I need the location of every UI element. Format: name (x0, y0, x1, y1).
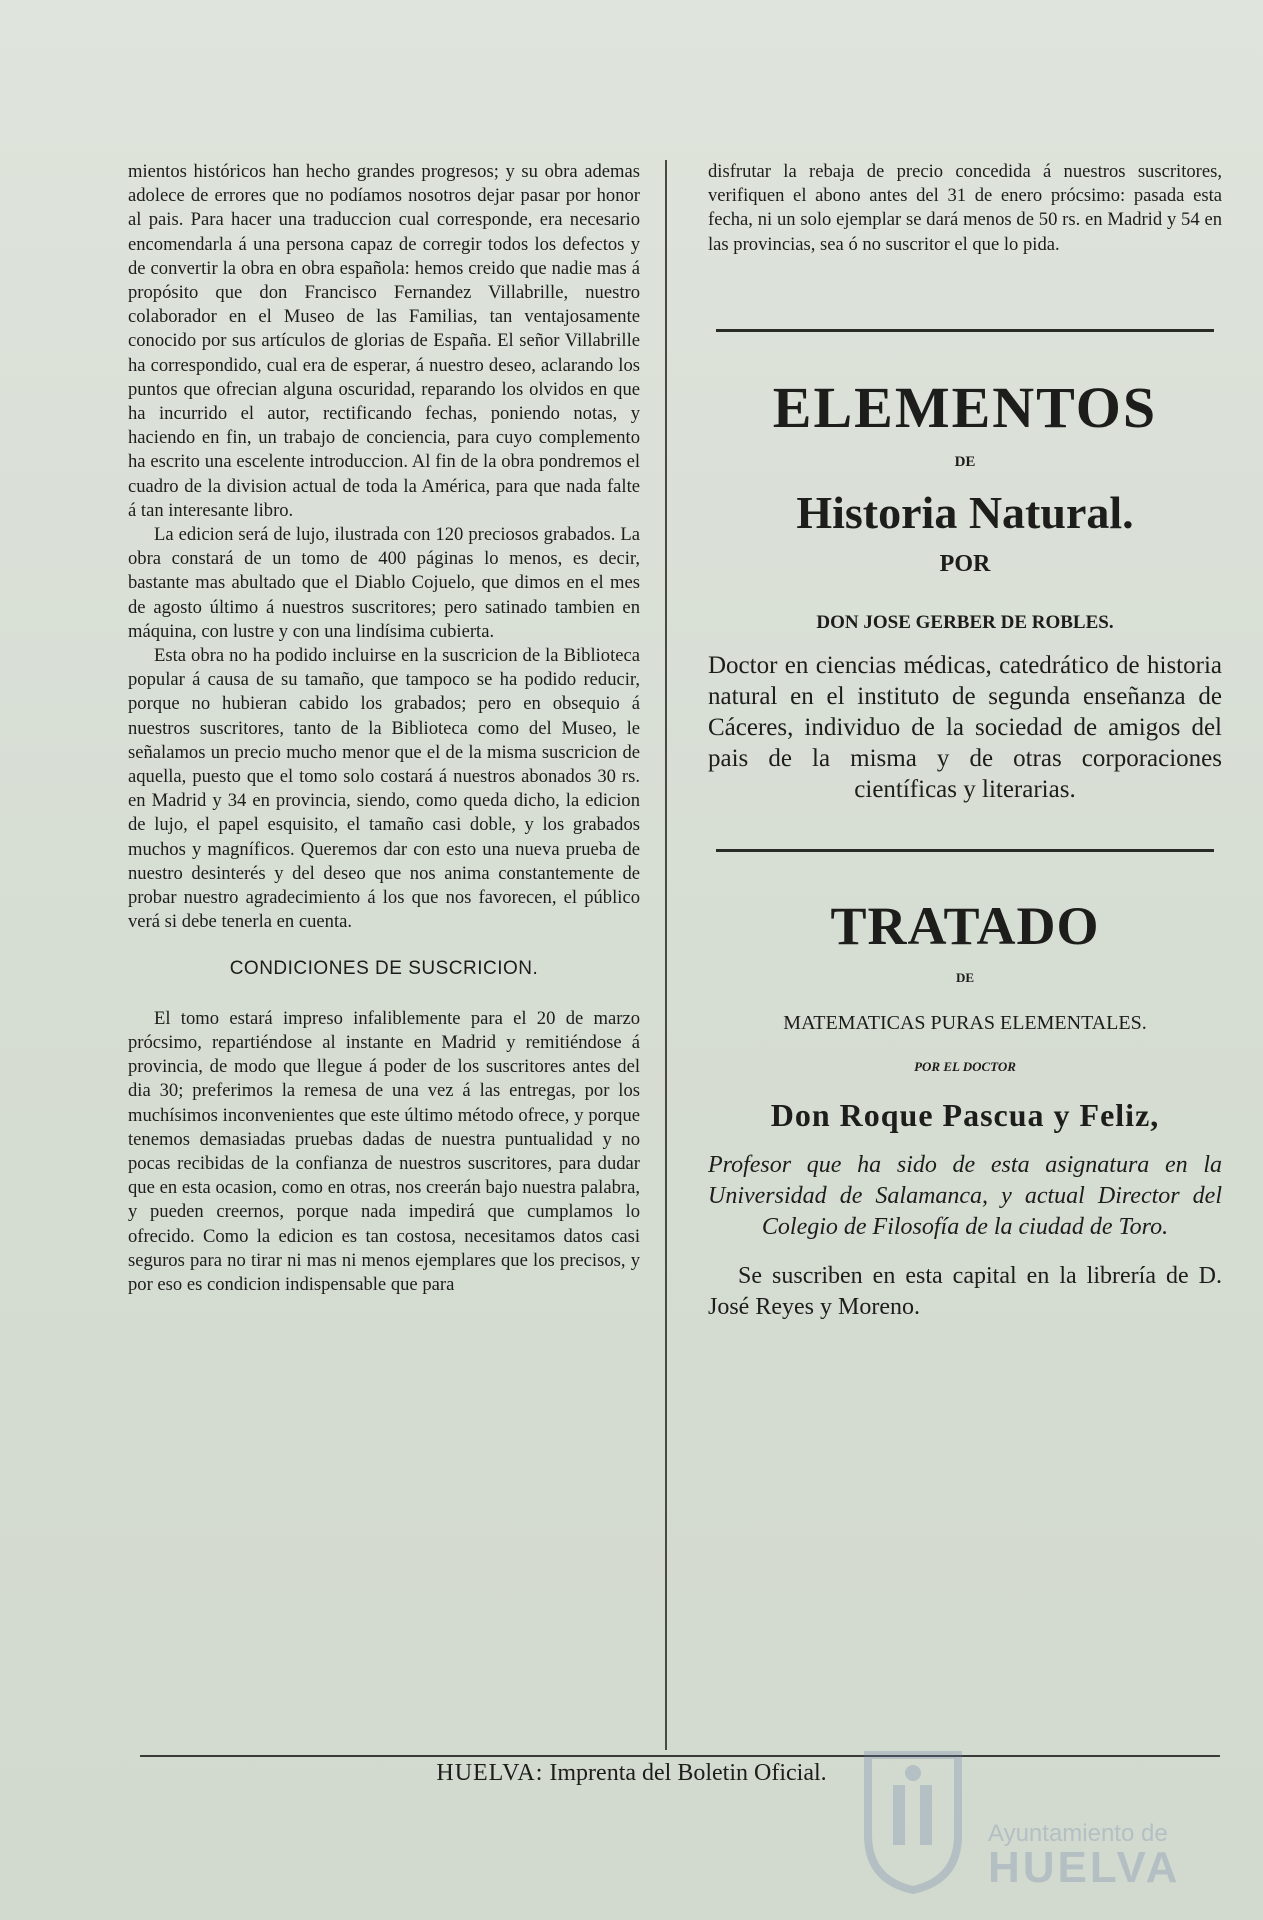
book2-por: POR EL DOCTOR (914, 1058, 1016, 1074)
watermark-line1: Ayuntamiento de (988, 1820, 1168, 1847)
book1-description: Doctor en ciencias médicas, catedrático de historia natural en el instituto de segunda enseñanza de Cáceres, individuo de la sociedad de amigos del pais de la misma y de otras corporaciones científicas y literarias. (708, 651, 1222, 803)
book2-title: TRATADO (830, 895, 1100, 956)
conditions-heading: CONDICIONES DE SUSCRICION. (229, 957, 539, 979)
watermark-line2: HUELVA (988, 1843, 1181, 1892)
book1-author: DON JOSE GERBER DE ROBLES. (816, 611, 1114, 633)
book2-subject: MATEMATICAS PURAS ELEMENTALES. (783, 1011, 1147, 1034)
paragraph-translation: mientos históricos han hecho grandes progresos; y su obra ademas adolece de errores que no podíamos nosotros dejar pasar por honor al pais. Para hacer una traduccion cual corresponde, era necesario encomendarla á una persona capaz de corregir todos los defectos y de convertir la obra en obra española: hemos creido que nadie mas á propósito que don Francisco Fernandez Villabrille, nuestro colaborador en el Museo de las Familias, tan ventajosamente conocido por sus artículos de glorias de España. El señor Villabrille ha correspondido, cual era de esperar, á nuestro deseo, aclarando los puntos que ofrecian alguna oscuridad, reparando los olvidos en que ha incurrido el autor, rectificando fechas, poniendo notas, y haciendo en fin, un trabajo de conciencia, para cuyo complemento ha escrito una escelente introduccion. Al fin de la obra pondremos el cuadro de la division actual de toda la América, para que nada falte á tan interesante libro. (128, 161, 640, 521)
book2-description: Profesor que ha sido de esta asignatura en la Universidad de Salamanca, y actual Director del Colegio de Filosofía de la ciudad de Toro. (708, 1151, 1222, 1240)
subscription-note: Se suscriben en esta capital en la librería de D. José Reyes y Moreno. (708, 1262, 1222, 1320)
left-column (128, 160, 640, 1297)
book1-subject: Historia Natural. (796, 486, 1134, 538)
book1-title: ELEMENTOS (772, 374, 1158, 440)
book2-de: DE (955, 969, 975, 985)
paragraph-discount: disfrutar la rebaja de precio concedida á nuestros suscritores, verifiquen el abono antes del 31 de enero prócsimo: pasada esta fecha, ni un solo ejemplar se dará menos de 50 rs. en Madrid y 54 en las provincias, sea ó no suscritor el que lo pida. (708, 161, 1222, 255)
footer-place: HUELVA: (436, 1760, 544, 1786)
paragraph-edition: La edicion será de lujo, ilustrada con 120 preciosos grabados. La obra constará de un tomo de 400 páginas lo menos, es decir, bastante mas abultado que el Diablo Cojuelo, que dimos en el mes de agosto último á nuestros suscritores; pero satinado tambien en máquina, con lustre y con una lindísima cubierta. (128, 524, 640, 642)
column-divider (665, 160, 667, 1750)
paragraph-conditions: El tomo estará impreso infaliblemente para el 20 de marzo prócsimo, repartiéndose al instante en Madrid y remitiéndose á provincia, de modo que llegue á poder de los suscritores antes del dia 30; preferimos la remesa de una vez á las entregas, por los muchísimos inconvenientes que este último método ofrece, y porque tenemos demasiadas pruebas dadas de nuestra puntualidad y no pocas recibidas de la confianza de nuestros suscritores, para dudar que en esta ocasion, como en otras, nos creerán bajo nuestra palabra, y pueden creernos, porque nada impedirá que cumplamos lo ofrecido. Como la edicion es tan costosa, necesitamos datos casi seguros para no tirar ni mas ni menos ejemplares que los precisos, y por eso es condicion indispensable que para (128, 1007, 640, 1295)
footer-printer: Imprenta del Boletin Oficial. (549, 1760, 827, 1786)
book1-de: DE (954, 453, 976, 470)
coat-of-arms-icon (858, 1745, 968, 1895)
right-column (708, 160, 1222, 1323)
book2-author: Don Roque Pascua y Feliz, (770, 1096, 1160, 1133)
paragraph-price: Esta obra no ha podido incluirse en la suscricion de la Biblioteca popular á causa de su tamaño, que tampoco se ha podido reducir, porque no hubieran cabido los grabados; pero en obsequio á nuestros suscritores, tanto de la Biblioteca como del Museo, le señalamos un precio mucho menor que el de la misma suscricion de aquella, puesto que el tomo solo costará á nuestros abonados 30 rs. en Madrid y 34 en provincia, siendo, como queda dicho, la edicion de lujo, el papel esquisito, el tamaño casi doble, y los grabados muchos y magníficos. Queremos dar con esto una nueva prueba de nuestro desinterés y del deseo que nos anima constantemente de probar nuestro agradecimiento á los que nos favorecen, el público verá si debe tenerla en cuenta. (128, 645, 640, 933)
archive-watermark (858, 1725, 1198, 1905)
book1-por: POR (939, 550, 991, 577)
